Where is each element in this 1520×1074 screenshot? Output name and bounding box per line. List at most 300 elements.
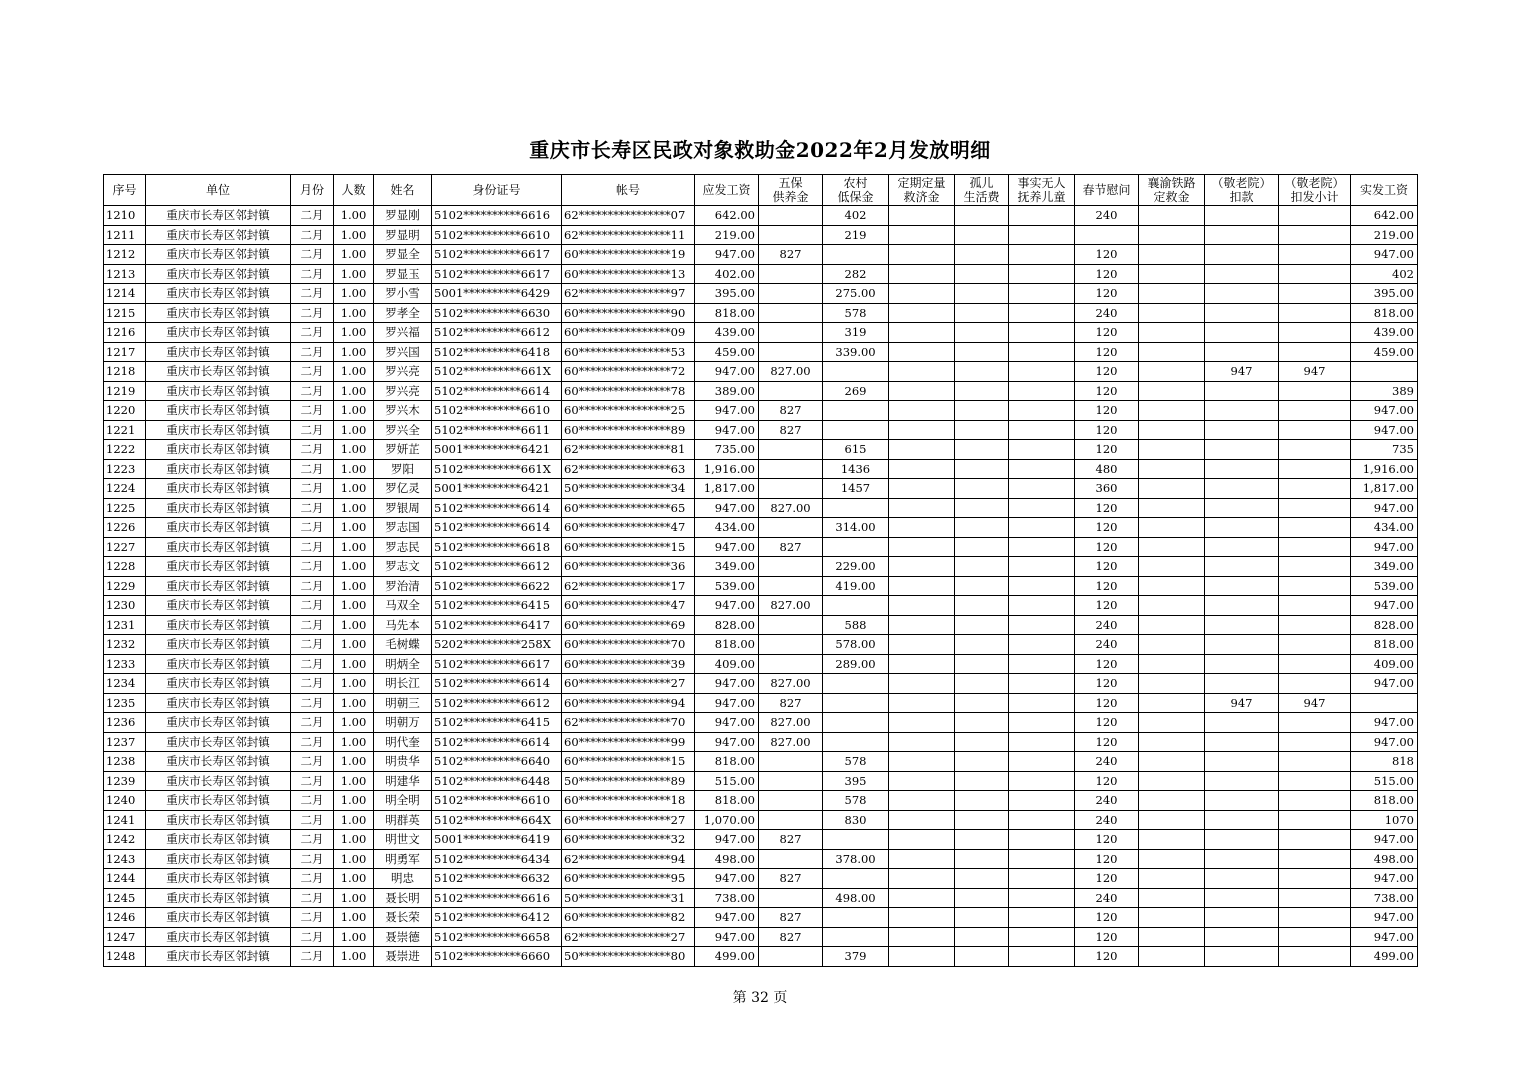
table-cell: 罗显全: [374, 245, 432, 265]
table-cell: [1279, 771, 1351, 791]
table-cell: [1279, 752, 1351, 772]
table-cell: [1139, 557, 1205, 577]
table-cell: [955, 713, 1009, 733]
table-cell: [955, 693, 1009, 713]
table-cell: 60****************72: [562, 362, 695, 382]
table-cell: 二月: [291, 615, 334, 635]
table-cell: 120: [1075, 693, 1139, 713]
table-cell: 947.00: [1351, 869, 1418, 889]
table-cell: 1218: [104, 362, 146, 382]
table-cell: 434.00: [695, 518, 759, 538]
table-cell: 1214: [104, 284, 146, 304]
table-cell: 二月: [291, 713, 334, 733]
table-cell: [1279, 518, 1351, 538]
table-cell: 罗兴亮: [374, 381, 432, 401]
table-cell: 重庆市长寿区邻封镇: [146, 713, 291, 733]
table-cell: [823, 693, 889, 713]
table-cell: 明世文: [374, 830, 432, 850]
table-cell: 重庆市长寿区邻封镇: [146, 927, 291, 947]
table-cell: 275.00: [823, 284, 889, 304]
table-row: [104, 849, 1418, 869]
table-cell: [1009, 342, 1075, 362]
column-header: [1205, 175, 1279, 206]
table-cell: [955, 849, 1009, 869]
table-cell: 1.00: [334, 518, 374, 538]
table-cell: [955, 869, 1009, 889]
table-cell: [1279, 674, 1351, 694]
table-row: [104, 810, 1418, 830]
table-cell: 947.00: [1351, 830, 1418, 850]
table-cell: [759, 381, 823, 401]
table-cell: 二月: [291, 635, 334, 655]
table-cell: 947.00: [1351, 498, 1418, 518]
table-row: [104, 479, 1418, 499]
table-cell: [759, 654, 823, 674]
table-cell: 818.00: [1351, 303, 1418, 323]
column-header-line: 春节慰问: [1082, 183, 1131, 197]
table-cell: [1139, 245, 1205, 265]
table-row: [104, 362, 1418, 382]
table-cell: [1139, 518, 1205, 538]
table-cell: [823, 830, 889, 850]
table-cell: 二月: [291, 732, 334, 752]
table-cell: 289.00: [823, 654, 889, 674]
table-cell: 1232: [104, 635, 146, 655]
table-cell: 5102**********6418: [432, 342, 562, 362]
column-header: [759, 175, 823, 206]
table-cell: 389: [1351, 381, 1418, 401]
table-cell: 5102**********6417: [432, 615, 562, 635]
page-title: 重庆市长寿区民政对象救助金2022年2月发放明细: [529, 138, 991, 162]
table-cell: [1279, 323, 1351, 343]
table-cell: [1009, 810, 1075, 830]
table-cell: [823, 498, 889, 518]
table-cell: [889, 245, 955, 265]
table-row: [104, 245, 1418, 265]
table-cell: [955, 303, 1009, 323]
table-cell: 罗兴国: [374, 342, 432, 362]
table-cell: 重庆市长寿区邻封镇: [146, 245, 291, 265]
table-cell: 269: [823, 381, 889, 401]
table-cell: 515.00: [695, 771, 759, 791]
column-header: [432, 175, 562, 206]
table-cell: [889, 791, 955, 811]
table-cell: [759, 206, 823, 226]
table-cell: 738.00: [695, 888, 759, 908]
table-cell: [1009, 830, 1075, 850]
table-cell: [1009, 557, 1075, 577]
table-row: [104, 752, 1418, 772]
table-cell: 1223: [104, 459, 146, 479]
table-cell: 二月: [291, 323, 334, 343]
table-cell: [759, 264, 823, 284]
column-header-line: 实发工资: [1359, 183, 1408, 197]
table-cell: 罗兴福: [374, 323, 432, 343]
table-cell: [1009, 381, 1075, 401]
table-cell: [1351, 693, 1418, 713]
table-cell: 60****************19: [562, 245, 695, 265]
column-header: [291, 175, 334, 206]
table-cell: [1009, 498, 1075, 518]
table-cell: [955, 810, 1009, 830]
table-cell: [1139, 459, 1205, 479]
table-cell: 402.00: [695, 264, 759, 284]
table-cell: 1,916.00: [1351, 459, 1418, 479]
table-cell: 818.00: [695, 791, 759, 811]
table-cell: [823, 908, 889, 928]
table-cell: 1217: [104, 342, 146, 362]
table-cell: 240: [1075, 635, 1139, 655]
table-cell: [1139, 908, 1205, 928]
column-header-line: （敬老院）: [1211, 176, 1272, 190]
table-cell: [889, 303, 955, 323]
table-row: [104, 732, 1418, 752]
table-cell: 重庆市长寿区邻封镇: [146, 440, 291, 460]
table-cell: 罗亿灵: [374, 479, 432, 499]
table-cell: [1139, 323, 1205, 343]
table-cell: [1279, 537, 1351, 557]
table-cell: 282: [823, 264, 889, 284]
table-cell: [759, 342, 823, 362]
table-cell: 60****************39: [562, 654, 695, 674]
table-cell: 重庆市长寿区邻封镇: [146, 654, 291, 674]
table-cell: 二月: [291, 908, 334, 928]
table-cell: 120: [1075, 323, 1139, 343]
table-cell: [1139, 869, 1205, 889]
table-cell: 947.00: [695, 245, 759, 265]
table-cell: [1139, 830, 1205, 850]
table-cell: [1205, 323, 1279, 343]
table-cell: [955, 479, 1009, 499]
table-cell: 947: [1279, 362, 1351, 382]
table-cell: [955, 459, 1009, 479]
table-cell: [1139, 615, 1205, 635]
table-cell: 120: [1075, 596, 1139, 616]
table-cell: 827: [759, 908, 823, 928]
column-header-line: 定救金: [1153, 190, 1190, 204]
column-header-line: 序号: [112, 183, 137, 197]
table-cell: [1139, 752, 1205, 772]
table-cell: [889, 206, 955, 226]
table-cell: [759, 752, 823, 772]
table-cell: 1242: [104, 830, 146, 850]
table-cell: [955, 927, 1009, 947]
table-cell: 5102**********6632: [432, 869, 562, 889]
table-cell: [955, 420, 1009, 440]
table-cell: 339.00: [823, 342, 889, 362]
table-cell: 二月: [291, 303, 334, 323]
table-cell: 5102**********6612: [432, 323, 562, 343]
table-cell: [1279, 303, 1351, 323]
table-cell: 重庆市长寿区邻封镇: [146, 947, 291, 967]
table-cell: [955, 674, 1009, 694]
table-cell: 1.00: [334, 615, 374, 635]
column-header-line: 月份: [299, 183, 324, 197]
table-cell: [1139, 420, 1205, 440]
table-cell: 重庆市长寿区邻封镇: [146, 849, 291, 869]
table-cell: 240: [1075, 791, 1139, 811]
table-cell: [1279, 635, 1351, 655]
table-cell: 120: [1075, 284, 1139, 304]
table-cell: [1009, 225, 1075, 245]
table-cell: [1009, 849, 1075, 869]
table-cell: 罗兴木: [374, 401, 432, 421]
column-header-line: 身份证号: [472, 183, 521, 197]
table-cell: 60****************89: [562, 420, 695, 440]
table-cell: [1009, 771, 1075, 791]
table-cell: 578: [823, 303, 889, 323]
table-cell: [1279, 557, 1351, 577]
table-cell: [1205, 264, 1279, 284]
table-row: [104, 498, 1418, 518]
table-cell: [1009, 596, 1075, 616]
table-cell: [955, 557, 1009, 577]
table-cell: 735.00: [695, 440, 759, 460]
table-cell: 重庆市长寿区邻封镇: [146, 303, 291, 323]
table-cell: 1.00: [334, 440, 374, 460]
table-cell: 947.00: [1351, 927, 1418, 947]
table-cell: [1205, 518, 1279, 538]
table-cell: 219: [823, 225, 889, 245]
table-cell: 二月: [291, 362, 334, 382]
table-cell: 1228: [104, 557, 146, 577]
table-row: [104, 284, 1418, 304]
table-cell: 1.00: [334, 303, 374, 323]
table-cell: 62****************97: [562, 284, 695, 304]
table-cell: [955, 518, 1009, 538]
table-cell: [1009, 674, 1075, 694]
table-cell: 827: [759, 869, 823, 889]
table-cell: 498.00: [823, 888, 889, 908]
table-cell: 60****************15: [562, 752, 695, 772]
table-cell: [1279, 908, 1351, 928]
table-cell: [1205, 635, 1279, 655]
table-cell: [1139, 381, 1205, 401]
table-cell: [759, 440, 823, 460]
table-cell: [1009, 420, 1075, 440]
table-cell: [889, 479, 955, 499]
table-cell: 罗显明: [374, 225, 432, 245]
table-cell: [1205, 927, 1279, 947]
table-cell: 明全明: [374, 791, 432, 811]
table-cell: 947.00: [695, 674, 759, 694]
table-row: [104, 635, 1418, 655]
table-cell: 349.00: [695, 557, 759, 577]
table-cell: [1279, 869, 1351, 889]
column-header-line: 抚养儿童: [1017, 190, 1066, 204]
table-cell: 360: [1075, 479, 1139, 499]
table-cell: 二月: [291, 576, 334, 596]
table-cell: 62****************70: [562, 713, 695, 733]
table-cell: [1205, 303, 1279, 323]
table-cell: [889, 674, 955, 694]
table-cell: 5102**********6612: [432, 557, 562, 577]
table-cell: 5102**********6660: [432, 947, 562, 967]
table-cell: 重庆市长寿区邻封镇: [146, 869, 291, 889]
table-cell: 379: [823, 947, 889, 967]
table-cell: 1226: [104, 518, 146, 538]
table-cell: [889, 264, 955, 284]
table-cell: [889, 908, 955, 928]
table-cell: 二月: [291, 771, 334, 791]
table-cell: 1.00: [334, 752, 374, 772]
table-cell: [1009, 888, 1075, 908]
table-cell: [1009, 908, 1075, 928]
table-cell: 229.00: [823, 557, 889, 577]
table-cell: [889, 381, 955, 401]
table-cell: 827.00: [759, 674, 823, 694]
table-cell: 1.00: [334, 888, 374, 908]
table-cell: 1.00: [334, 576, 374, 596]
table-cell: [955, 596, 1009, 616]
table-cell: [1279, 401, 1351, 421]
table-cell: 120: [1075, 440, 1139, 460]
table-row: [104, 596, 1418, 616]
table-cell: [1205, 498, 1279, 518]
column-header: [104, 175, 146, 206]
table-cell: 罗志国: [374, 518, 432, 538]
table-cell: [1205, 381, 1279, 401]
table-cell: 5102**********6614: [432, 498, 562, 518]
table-cell: 1248: [104, 947, 146, 967]
column-header: [562, 175, 695, 206]
table-cell: 738.00: [1351, 888, 1418, 908]
table-cell: 1.00: [334, 362, 374, 382]
table-cell: 明贵华: [374, 752, 432, 772]
table-cell: 二月: [291, 791, 334, 811]
table-cell: [1205, 791, 1279, 811]
table-cell: 1240: [104, 791, 146, 811]
table-cell: 重庆市长寿区邻封镇: [146, 264, 291, 284]
table-cell: 60****************36: [562, 557, 695, 577]
table-row: [104, 303, 1418, 323]
table-cell: 240: [1075, 303, 1139, 323]
table-cell: 439.00: [695, 323, 759, 343]
table-cell: 120: [1075, 381, 1139, 401]
table-row: [104, 713, 1418, 733]
table-cell: 1.00: [334, 947, 374, 967]
table-cell: [955, 362, 1009, 382]
table-cell: 重庆市长寿区邻封镇: [146, 518, 291, 538]
table-cell: [1009, 440, 1075, 460]
table-cell: [1205, 420, 1279, 440]
table-cell: [823, 927, 889, 947]
column-header: [1279, 175, 1351, 206]
table-cell: [955, 947, 1009, 967]
table-cell: 明勇军: [374, 849, 432, 869]
table-cell: 120: [1075, 342, 1139, 362]
table-cell: 聂崇德: [374, 927, 432, 947]
table-cell: 459.00: [695, 342, 759, 362]
table-cell: [889, 284, 955, 304]
table-cell: 二月: [291, 674, 334, 694]
table-cell: 947.00: [695, 537, 759, 557]
table-cell: 5102**********6658: [432, 927, 562, 947]
table-cell: 重庆市长寿区邻封镇: [146, 771, 291, 791]
table-cell: 1220: [104, 401, 146, 421]
table-cell: 二月: [291, 206, 334, 226]
table-cell: 5102**********6610: [432, 225, 562, 245]
table-cell: 1.00: [334, 596, 374, 616]
column-header-line: 襄渝铁路: [1147, 176, 1196, 190]
table-cell: [889, 947, 955, 967]
table-cell: [1009, 576, 1075, 596]
column-header-line: 孤儿: [969, 176, 994, 190]
table-cell: [955, 791, 1009, 811]
table-cell: 5102**********6617: [432, 654, 562, 674]
table-cell: 5102**********661X: [432, 459, 562, 479]
table-cell: [1139, 284, 1205, 304]
table-cell: [759, 791, 823, 811]
table-row: [104, 459, 1418, 479]
table-cell: 947.00: [695, 362, 759, 382]
table-cell: 515.00: [1351, 771, 1418, 791]
table-cell: [1139, 849, 1205, 869]
table-cell: 120: [1075, 557, 1139, 577]
table-cell: [1009, 264, 1075, 284]
table-cell: 240: [1075, 615, 1139, 635]
table-cell: 二月: [291, 927, 334, 947]
table-cell: 947.00: [1351, 596, 1418, 616]
table-cell: [1009, 401, 1075, 421]
table-cell: 120: [1075, 518, 1139, 538]
table-cell: 1.00: [334, 791, 374, 811]
table-cell: 499.00: [695, 947, 759, 967]
table-cell: 重庆市长寿区邻封镇: [146, 576, 291, 596]
column-header: [1075, 175, 1139, 206]
table-cell: 827: [759, 927, 823, 947]
table-cell: [889, 732, 955, 752]
table-cell: [1009, 537, 1075, 557]
table-cell: [1279, 947, 1351, 967]
table-cell: [1279, 713, 1351, 733]
table-row: [104, 264, 1418, 284]
table-cell: [889, 830, 955, 850]
table-cell: 5102**********664X: [432, 810, 562, 830]
table-cell: [955, 830, 1009, 850]
table-cell: [955, 440, 1009, 460]
table-cell: [1205, 810, 1279, 830]
table-cell: [1139, 596, 1205, 616]
table-cell: 60****************95: [562, 869, 695, 889]
column-header-line: 应发工资: [702, 183, 751, 197]
table-cell: 重庆市长寿区邻封镇: [146, 615, 291, 635]
table-cell: [1205, 206, 1279, 226]
table-cell: [1139, 693, 1205, 713]
table-cell: 409.00: [1351, 654, 1418, 674]
table-cell: 重庆市长寿区邻封镇: [146, 342, 291, 362]
table-cell: 578: [823, 752, 889, 772]
table-cell: 1.00: [334, 869, 374, 889]
table-cell: 5102**********6640: [432, 752, 562, 772]
table-cell: 重庆市长寿区邻封镇: [146, 752, 291, 772]
table-cell: 1.00: [334, 693, 374, 713]
table-row: [104, 537, 1418, 557]
table-cell: 重庆市长寿区邻封镇: [146, 693, 291, 713]
table-cell: [1009, 284, 1075, 304]
table-cell: 219.00: [695, 225, 759, 245]
table-cell: 罗显玉: [374, 264, 432, 284]
table-cell: 5102**********6614: [432, 381, 562, 401]
table-cell: [1205, 830, 1279, 850]
table-cell: [1139, 771, 1205, 791]
table-cell: [1009, 479, 1075, 499]
table-cell: 947.00: [1351, 732, 1418, 752]
table-cell: 120: [1075, 713, 1139, 733]
table-cell: 二月: [291, 225, 334, 245]
table-cell: 1229: [104, 576, 146, 596]
table-cell: [823, 420, 889, 440]
